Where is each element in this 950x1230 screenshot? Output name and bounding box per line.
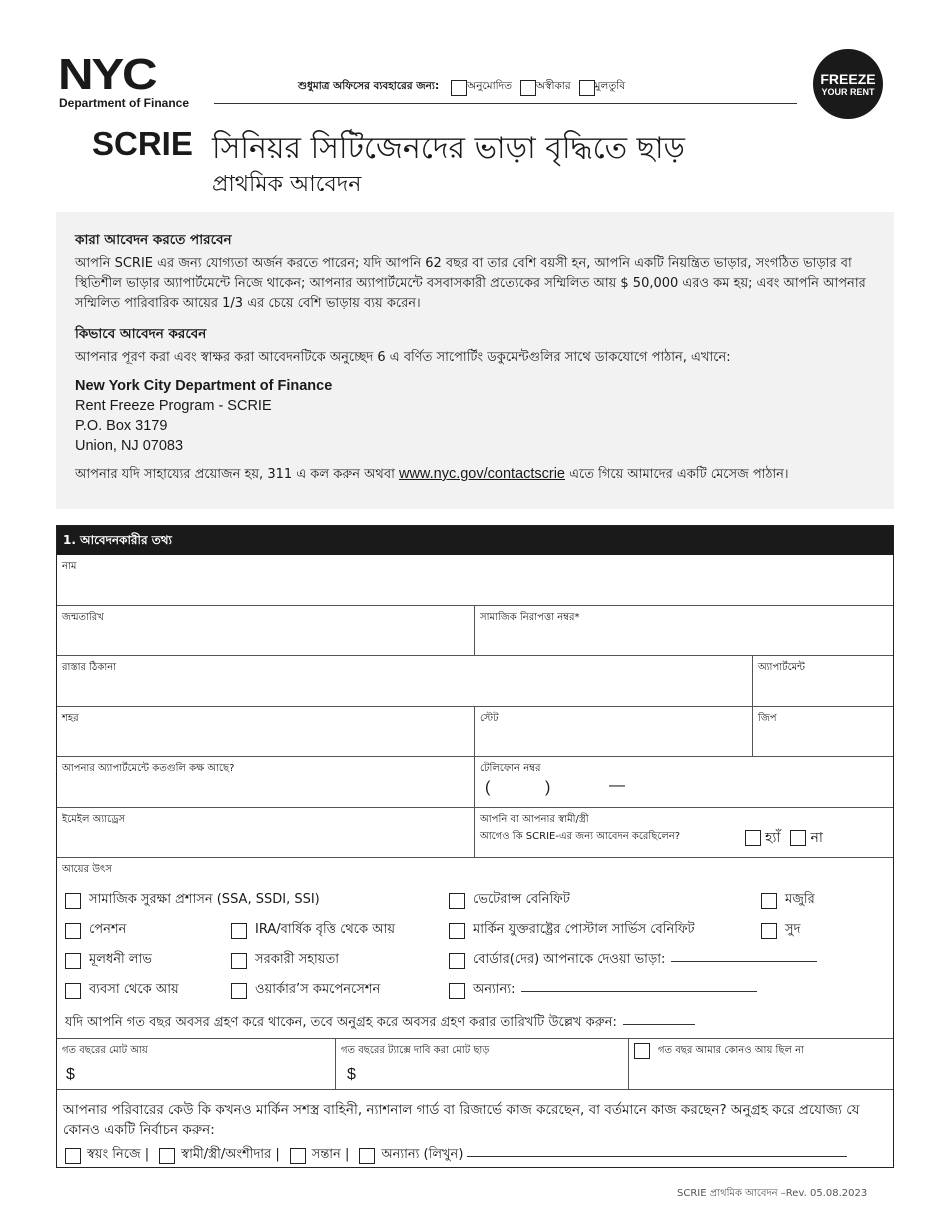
workers-comp-checkbox[interactable]	[231, 983, 247, 999]
military-other-label: অন্যান্য (লিখুন)	[381, 1147, 464, 1162]
dob-field[interactable]	[57, 606, 475, 656]
business-income-label: ব্যবসা থেকে আয়	[89, 982, 179, 997]
title-code: SCRIE	[92, 125, 193, 162]
help-prefix: আপনার যদি সাহায্যের প্রয়োজন হয়, 311 এ কল করুন অথবা	[75, 467, 399, 482]
postal-label: মার্কিন যুক্তরাষ্ট্রের পোস্টাল সার্ভিস বেনিফিট	[473, 922, 695, 937]
how-heading: কিভাবে আবেদন করবেন	[75, 326, 207, 342]
ira-checkbox[interactable]	[231, 923, 247, 939]
other-income-checkbox[interactable]	[449, 983, 465, 999]
military-self-label: স্বয়ং নিজে |	[87, 1147, 150, 1162]
boarder-rent-checkbox[interactable]	[449, 953, 465, 969]
no-income-label: গত বছর আমার কোনও আয় ছিল না	[658, 1045, 804, 1056]
department-name: Department of Finance	[59, 96, 190, 110]
info-box	[56, 212, 894, 509]
veterans-label: ভেটেরান্স বেনিফিট	[473, 892, 570, 907]
help-suffix: এতে গিয়ে আমাদের একটি মেসেজ পাঠান।	[565, 467, 789, 482]
tax-deduction-dollar: $	[347, 1066, 356, 1083]
other-income-label: অন্যান্য:	[473, 982, 516, 997]
name-label: নাম	[62, 561, 77, 572]
prior-no-label: না	[810, 830, 823, 846]
name-field[interactable]	[57, 555, 893, 606]
total-income-label: গত বছরের মোট আয়	[62, 1045, 148, 1056]
pension-checkbox[interactable]	[65, 923, 81, 939]
ssa-label: সামাজিক সুরক্ষা প্রশাসন (SSA, SSDI, SSI)	[89, 892, 320, 907]
prior-line2: আগেও কি SCRIE-এর জন্য আবেদন করেছিলেন?	[480, 831, 681, 842]
retirement-date-input[interactable]	[623, 1023, 695, 1025]
address-line1: New York City Department of Finance	[75, 378, 333, 394]
ssn-field[interactable]	[475, 606, 893, 656]
city-label: শহর	[62, 713, 79, 724]
state-label: স্টেট	[480, 713, 499, 724]
prior-yes-label: হ্যাঁ	[765, 830, 781, 846]
postal-checkbox[interactable]	[449, 923, 465, 939]
other-income-option[interactable]	[449, 980, 757, 1001]
interest-label: সুদ	[785, 922, 801, 937]
pending-label: মুলতুবি	[594, 80, 626, 92]
boarder-rent-label: বোর্ডার(দের) আপনাকে দেওয়া ভাড়া:	[473, 952, 666, 967]
office-use-label: শুধুমাত্র অফিসের ব্যবহারের জন্য:	[298, 80, 440, 92]
zip-field[interactable]	[753, 707, 893, 757]
rooms-field[interactable]	[57, 757, 475, 808]
contact-link[interactable]: www.nyc.gov/contactscrie	[398, 466, 565, 482]
denied-label: অস্বীকার	[536, 80, 571, 92]
tax-deduction-field[interactable]	[336, 1039, 629, 1090]
phone-field[interactable]	[475, 757, 893, 808]
street-field[interactable]	[57, 656, 753, 707]
state-field[interactable]	[475, 707, 753, 757]
capital-gains-label: মূলধনী লাভ	[89, 952, 152, 967]
military-child-checkbox[interactable]	[290, 1148, 306, 1164]
prior-yes-checkbox[interactable]	[745, 830, 761, 846]
who-text: আপনি SCRIE এর জন্য যোগ্যতা অর্জন করতে পারেন; যদি আপনি 62 বছর বা তার বেশি বয়সী হন, আপনি একটি নিয়ন্ত্রিত ভাড়ার, সংগঠিত ভাড়ার বা স্থিতিশীল ভাড়ার অ্যাপার্টমেন্টে নিজে থাকেন; আপনার অ্যাপার্টমেন্টে বসবাসকারী প্রত্যেকের সম্মিলিত আয় $ 50,000 এরও কম হয়; এবং আপনি আপনার সম্মিলিত পারিবারিক আয়ের 1/3 এর চেয়ে বেশি ভাড়ায় ব্যয় করেন।	[75, 256, 866, 311]
rooms-label: আপনার অ্যাপার্টমেন্টে কতগুলি কক্ষ আছে?	[62, 763, 235, 774]
page-subtitle: প্রাথমিক আবেদন	[212, 172, 362, 197]
applicant-info-section	[56, 525, 894, 1168]
street-label: রাস্তার ঠিকানা	[62, 662, 117, 673]
wages-label: মজুরি	[785, 892, 815, 907]
boarder-rent-input[interactable]	[671, 960, 817, 962]
badge-line2: YOUR RENT	[821, 86, 875, 97]
address-line3: P.O. Box 3179	[75, 418, 168, 434]
total-income-field[interactable]	[57, 1039, 336, 1090]
pending-checkbox[interactable]	[579, 80, 595, 96]
ssa-checkbox[interactable]	[65, 893, 81, 909]
military-question: আপনার পরিবারের কেউ কি কখনও মার্কিন সশস্ত্র বাহিনী, ন্যাশনাল গার্ড বা রিজার্ভে কাজ করেছেন, বা বর্তমানে কাজ করছেন? অনুগ্রহ করে প্রযোজ্য যে কোনও একটি নির্বাচন করুন:	[63, 1102, 860, 1138]
total-income-dollar: $	[66, 1066, 75, 1083]
business-income-checkbox[interactable]	[65, 983, 81, 999]
how-text: আপনার পূরণ করা এবং স্বাক্ষর করা আবেদনটিকে অনুচ্ছেদ 6 এ বর্ণিত সাপোর্টিং ডকুমেন্টগুলির সাথে ডাকযোগে পাঠান, এখানে:	[75, 350, 731, 365]
public-assistance-checkbox[interactable]	[231, 953, 247, 969]
military-other-input[interactable]	[467, 1155, 847, 1157]
capital-gains-checkbox[interactable]	[65, 953, 81, 969]
ssn-label: সামাজিক নিরাপত্তা নম্বর*	[480, 612, 580, 623]
email-label: ইমেইল অ্যাড্রেস	[62, 814, 126, 825]
wages-checkbox[interactable]	[761, 893, 777, 909]
workers-comp-option[interactable]	[231, 980, 380, 1001]
workers-comp-label: ওয়ার্কার’স কমপেনসেশন	[255, 982, 381, 997]
help-text	[75, 464, 875, 485]
page-title: সিনিয়র সিটিজেনদের ভাড়া বৃদ্ধিতে ছাড়	[212, 131, 685, 166]
ira-label: IRA/বার্ষিক বৃত্তি থেকে আয়	[255, 922, 396, 937]
pension-label: পেনশন	[89, 922, 127, 937]
boarder-rent-option[interactable]	[449, 950, 817, 971]
freeze-your-rent-badge	[813, 49, 883, 119]
apartment-label: অ্যাপার্টমেন্ট	[758, 662, 806, 673]
income-sources-block	[57, 858, 893, 1039]
badge-line1: FREEZE	[820, 70, 876, 87]
wages-option[interactable]	[761, 890, 815, 911]
zip-label: জিপ	[758, 713, 777, 724]
denied-checkbox[interactable]	[520, 80, 536, 96]
header-divider	[214, 103, 797, 104]
ira-option[interactable]	[231, 920, 395, 941]
office-use-row	[298, 79, 633, 96]
phone-open-paren: (	[485, 779, 491, 796]
phone-close-paren: )	[545, 779, 551, 796]
address-line2: Rent Freeze Program - SCRIE	[75, 398, 272, 414]
prior-application-field	[475, 808, 893, 858]
phone-label: টেলিফোন নম্বর	[480, 763, 541, 774]
military-self-checkbox[interactable]	[65, 1148, 81, 1164]
prior-no-checkbox[interactable]	[790, 830, 806, 846]
who-heading: কারা আবেদন করতে পারবেন	[75, 232, 232, 248]
military-spouse-checkbox[interactable]	[159, 1148, 175, 1164]
military-child-label: সন্তান |	[311, 1147, 350, 1162]
dob-label: জন্মতারিখ	[62, 612, 104, 623]
retirement-date-row	[65, 1013, 695, 1034]
approved-checkbox[interactable]	[451, 80, 467, 96]
military-other-checkbox[interactable]	[359, 1148, 375, 1164]
email-field[interactable]	[57, 808, 475, 858]
address-line4: Union, NJ 07083	[75, 438, 184, 454]
approved-label: অনুমোদিত	[467, 80, 513, 92]
ssa-option[interactable]	[65, 890, 320, 911]
other-income-input[interactable]	[521, 990, 757, 992]
nyc-logo: NYC	[58, 50, 156, 99]
prior-line1: আপনি বা আপনার স্বামী/স্ত্রী	[480, 814, 589, 825]
tax-deduction-label: গত বছরের ট্যাক্সে দাবি করা মোট ছাড়	[341, 1045, 490, 1056]
city-field[interactable]	[57, 707, 475, 757]
military-spouse-label: স্বামী/স্ত্রী/অংশীদার |	[181, 1147, 280, 1162]
interest-checkbox[interactable]	[761, 923, 777, 939]
interest-option[interactable]	[761, 920, 800, 941]
veterans-option[interactable]	[449, 890, 570, 911]
income-sources-label: আয়ের উৎস	[62, 864, 112, 875]
apartment-field[interactable]	[753, 656, 893, 707]
pension-option[interactable]	[65, 920, 126, 941]
mailing-address	[75, 376, 875, 456]
capital-gains-option[interactable]	[65, 950, 152, 971]
no-income-field	[629, 1039, 893, 1090]
footer-revision: SCRIE প্রাথমিক আবেদন –Rev. 05.08.2023	[677, 1188, 868, 1199]
section-title: 1. আবেদনকারীর তথ্য	[57, 526, 893, 555]
veterans-checkbox[interactable]	[449, 893, 465, 909]
phone-dash: —	[609, 777, 625, 794]
public-assistance-label: সরকারী সহায়তা	[255, 952, 339, 967]
military-options	[65, 1145, 847, 1166]
no-income-checkbox[interactable]	[634, 1043, 650, 1059]
public-assistance-option[interactable]	[231, 950, 339, 971]
business-income-option[interactable]	[65, 980, 179, 1001]
retirement-date-label: যদি আপনি গত বছর অবসর গ্রহণ করে থাকেন, তবে অনুগ্রহ করে অবসর গ্রহণ করার তারিখটি উল্লেখ করুন:	[65, 1015, 617, 1030]
postal-option[interactable]	[449, 920, 695, 941]
